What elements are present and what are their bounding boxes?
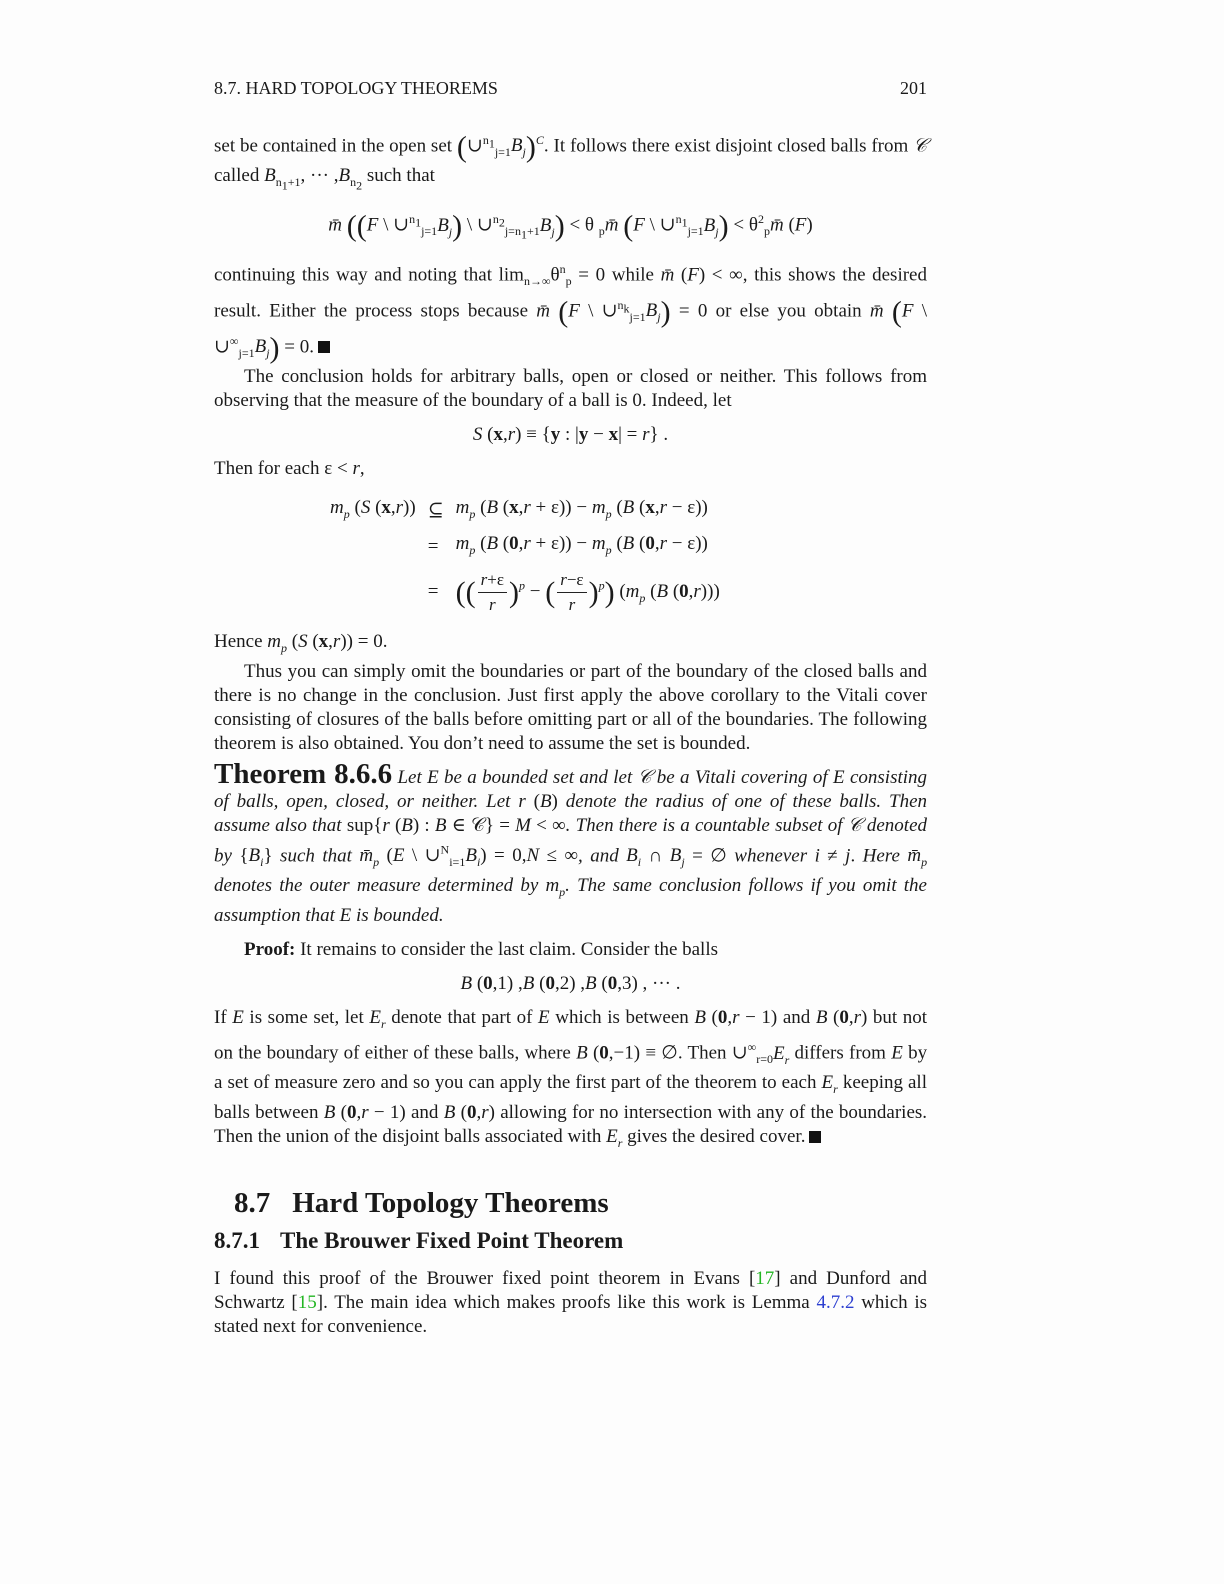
- equation-sphere: S (x,r) ≡ {y : |y − x| = r} .: [472, 424, 669, 446]
- equation-balls: B (0,1) ,B (0,2) ,B (0,3) , ··· .: [460, 972, 681, 994]
- paragraph-6: Thus you can simply omit the boundaries or part of the boundary of the closed balls and there is no change in the conclusion. Just first apply the above corollary to the Vitali cover consisting of closures of the balls before omitting part or all of the boundaries. The following theorem is also obtained. You don’t need to assume the set is bounded.: [214, 660, 927, 754]
- aligned-equations: $m_p$ (S (x,r)) ⊆ $m_p$ (B $(x,r + \varepsilon)) - m_p$ (B (x,r − ε)) = $m_p$ (B $(0,r + \varepsilon)) - m_p$ (B (0,r − ε)) = (( $\frac{r+\varepsilon}{r}$ )$^p$ − ( $\frac{r-\varepsilon}{r}$ )$^p$) ($m_p$ (B (0,r))): [330, 497, 720, 614]
- paragraph-1: set be contained in the open set $(\cup^{n_1}_{j=1}B_j)^C$. It follows there exist disjoint closed balls from 𝒞 called $B_{n_1+1}$, ··· $,B_{n_2}$ such that: [214, 130, 927, 193]
- page-number: 201: [900, 78, 927, 98]
- citation-link-evans[interactable]: 17: [755, 1268, 775, 1290]
- theorem-8-6-6: Theorem 8.6.6 Let E be a bounded set and let 𝒞 be a Vitali covering of E consisting of balls, open, closed, or neither. Let r (B) denote the radius of one of these balls. Then assume also that sup{r (B) : B ∈ 𝒞} = M < ∞. Then there is a countable subset of 𝒞 denoted by $\{B_i\}$ such that $m̄_p$ (E \ $\cup^N_{i=1}B_i) = 0,N$ ≤ ∞, and $B_i$ ∩ $B_j$ = ∅ whenever i ≠ j. Here $m̄_p$ denotes the outer measure determined by $m_p$. The same conclusion follows if you omit the assumption that E is bounded.: [214, 757, 928, 926]
- paragraph-8: I found this proof of the Brouwer fixed point theorem in Evans [17] and Dunford and Schwartz [15]. The main idea which makes proofs like this work is Lemma 4.7.2 which is stated next for convenience.: [214, 1268, 928, 1338]
- header-section: 8.7. HARD TOPOLOGY THEOREMS: [214, 78, 498, 98]
- paragraph-2: continuing this way and noting that $\lim_{n\to\infty}\theta^n_p = 0$ while m̄ (F) < ∞, this shows the desired result. Either the process stops because m̄ (F \ $\cup^{n_k}_{j=1}B_j) = 0$ or else you obtain m̄ (F \ $\cup^\infty_{j=1}B_j) = 0$.: [214, 261, 928, 365]
- subsection-number: 8.7.1: [214, 1228, 260, 1254]
- theorem-label: Theorem 8.6.6: [214, 757, 393, 790]
- section-title: Hard Topology Theorems: [292, 1187, 609, 1220]
- section-number: 8.7: [234, 1187, 271, 1220]
- qed-icon: [318, 341, 330, 353]
- subsection-heading: [214, 1229, 927, 1253]
- subsection-title: The Brouwer Fixed Point Theorem: [280, 1228, 624, 1254]
- qed-icon: [809, 1131, 821, 1143]
- lemma-link[interactable]: 4.7.2: [816, 1292, 855, 1314]
- paragraph-5: Hence $m_p$ (S (x,r)) = 0.: [214, 630, 388, 655]
- section-heading: [234, 1187, 927, 1220]
- proof-paragraph: Proof: It remains to consider the last claim. Consider the balls: [244, 938, 719, 960]
- citation-link-dunford-schwartz[interactable]: 15: [297, 1292, 317, 1314]
- paragraph-7: If E is some set, let $E_r$ denote that part of E which is between B (0,r − 1) and B (0,r) but not on the boundary of either of these balls, where B (0,−1) ≡ ∅. Then $\cup^\infty_{r=0}E_r$ differs from E by a set of measure zero and so you can apply the first part of the theorem to each $E_r$ keeping all balls between B (0,r − 1) and B (0,r) allowing for no intersection with any of the boundaries. Then the union of the disjoint balls associated with $E_r$ gives the desired cover.: [214, 1006, 928, 1151]
- paragraph-3: The conclusion holds for arbitrary balls, open or closed or neither. This follows from observing that the measure of the boundary of a ball is 0. Indeed, let: [214, 366, 927, 412]
- equation-1: m̄ ((F \ $\cup^{n_1}_{j=1}B_j$) \ $\cup^{n_2}_{j=n_1+1}B_j) < \theta$ $_p$m̄ (F \ $\cup^{n_1}_{j=1}B_j$) < $\theta^2_pm̄$ (F): [328, 209, 813, 243]
- running-header: [214, 76, 927, 100]
- proof-label: Proof:: [244, 938, 296, 960]
- page: [214, 76, 927, 1339]
- paragraph-4: Then for each ε < r,: [214, 458, 365, 480]
